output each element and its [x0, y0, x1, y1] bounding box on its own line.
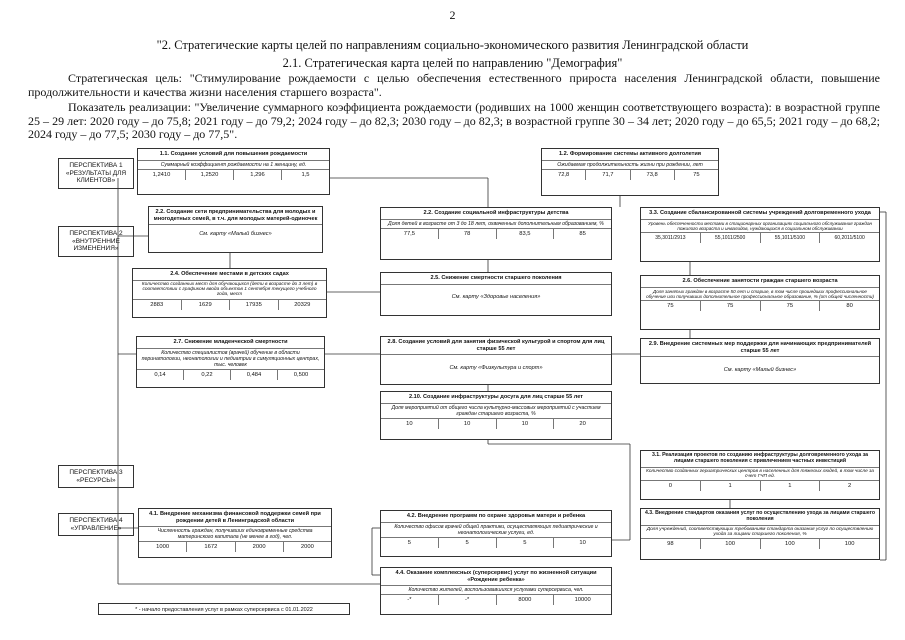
goal-value: 20329	[294, 301, 311, 308]
goal-title: 4.2. Внедрение программ по охране здоровья матери и ребенка	[406, 513, 586, 519]
goal-values	[133, 299, 326, 310]
goal-title: 2.2. Создание сети предпринимательства для молодых и многодетных семей, в т.ч. для молодых матерей-одиночек	[153, 209, 318, 222]
goal-value: 10	[381, 419, 439, 429]
goal-value: 60,2011/5100	[834, 234, 865, 241]
goal-value: 75	[641, 301, 701, 311]
goal-value: 1,2410	[138, 170, 186, 180]
goal-value: 100	[844, 541, 855, 548]
goal-box-2-2-childhood	[380, 207, 612, 260]
goal-value: 0,14	[137, 370, 184, 380]
perspective-2-label: ПЕРСПЕКТИВА 2 «ВНУТРЕННИЕ ИЗМЕНЕНИЯ»	[58, 226, 134, 257]
goal-values	[138, 169, 329, 180]
goal-value: 72,8	[542, 170, 586, 180]
goal-box-4-1	[138, 508, 332, 558]
goal-values	[381, 418, 611, 429]
goal-value: 1,2520	[186, 170, 234, 180]
goal-title: 4.3. Внедрение стандартов оказания услуг по осуществлению ухода за лицами старшего поколения	[644, 510, 876, 522]
goal-title: 4.1. Внедрение механизма финансовой поддержки семей при рождении детей в Ленинградской области	[149, 511, 321, 524]
goal-box-4-3	[640, 508, 880, 560]
goal-box-2-5	[380, 272, 612, 316]
goal-indicator: Количество жителей, воспользовавшихся услугами суперсервиса, чел.	[381, 585, 611, 594]
goal-value: 5	[439, 538, 497, 548]
goal-title: 2.7. Снижение младенческой смертности	[173, 339, 288, 345]
goal-values	[641, 538, 879, 549]
goal-value: 1000	[139, 542, 187, 552]
goal-value: 2	[848, 483, 852, 490]
goal-title: 3.3. Создание сбалансированной системы учреждений долговременного ухода	[649, 210, 871, 216]
goal-value: 75	[761, 301, 821, 311]
section-heading: "2. Стратегические карты целей по направлениям социально-экономического развития Ленинградской области	[156, 38, 749, 52]
goal-title: 2.5. Снижение смертности старшего поколения	[430, 275, 562, 281]
goal-indicator: Доля детей в возрасте от 3 до 18 лет, охваченных дополнительным образованием, %	[381, 219, 611, 228]
goal-value: 2883	[133, 300, 182, 310]
goal-value: 1	[701, 481, 761, 491]
goal-indicator: Численность граждан, получивших единовременные средства материнского капитала (не менее в год), чел.	[139, 526, 331, 541]
goal-value: -*	[381, 595, 439, 605]
goal-indicator: Количество созданных гериатрических центров в населенных для тяжелых людей, в том числе за счет ГЧП ед.	[641, 467, 879, 481]
goal-value: 2000	[300, 544, 314, 550]
goal-value: 1,296	[234, 170, 282, 180]
goal-value: -*	[439, 595, 497, 605]
goal-indicator: Количество специалистов (врачей) обучение в области перинатологии, неонатологии и педиатрии в симуляционных центрах, тыс. человек	[137, 348, 324, 369]
goal-box-3-3	[640, 207, 880, 262]
goal-value: 35,3011/2913	[641, 233, 701, 243]
goal-indicator: Суммарный коэффициент рождаемости на 1 женщину, ед.	[138, 160, 329, 169]
goal-title: 2.6. Обеспечение занятости граждан старшего возраста	[682, 278, 838, 284]
goal-value: 71,7	[586, 170, 630, 180]
goal-value: 20	[579, 420, 586, 427]
goal-value: 10	[497, 419, 555, 429]
indicator-text: Показатель реализации: "Увеличение суммарного коэффициента рождаемости (родивших на 1000 женщин соответствующего возраста): в возрастной группе 25 – 29 лет: 2020 году – до 75,8; 2021 году – до 79,2; 2024 году – до 82,3; 2030 году – до 82,3; в возрастной группе 30 – 34 лет; 2020 году – до 65,5; 2021 году – до 68,2; 2024 году – до 77,5; 2030 году – до 77,5".	[28, 100, 880, 141]
goal-indicator: Доля мероприятий от общего числа культурно-массовых мероприятий с участием граждан старшего возраста, %	[381, 403, 611, 418]
goal-value: 100	[761, 539, 821, 549]
goal-value: 75	[701, 301, 761, 311]
goal-values	[381, 537, 611, 548]
map-subheading: 2.1. Стратегическая карта целей по направлению "Демография"	[282, 56, 623, 70]
goal-values	[139, 541, 331, 552]
goal-box-2-4	[132, 268, 327, 318]
goal-value: 10	[579, 539, 586, 546]
goal-indicator: Доля учреждений, соответствующих требованиям стандарта оказания услуг по осуществлению ухода за лицами старшего поколения, %	[641, 525, 879, 539]
goal-value: 85	[579, 230, 586, 237]
goal-see-reference: См. карту «Здоровье населения»	[381, 284, 611, 309]
page-number: 2	[449, 8, 456, 22]
goal-value: 10000	[574, 597, 591, 603]
goal-value: 55,1011/2500	[701, 233, 761, 243]
goal-values	[641, 232, 879, 243]
goal-value: 55,1011/5100	[761, 233, 821, 243]
goal-value: 5	[381, 538, 439, 548]
footnote: * - начало предоставления услуг в рамках суперсервиса с 01.01.2022	[98, 603, 350, 615]
goal-indicator: Ожидаемая продолжительность жизни при рождении, лет	[542, 160, 718, 169]
goal-value: 5	[497, 538, 555, 548]
goal-box-1-1	[137, 148, 330, 195]
goal-value: 8000	[497, 595, 555, 605]
goal-value: 17935	[230, 300, 279, 310]
goal-value: 73,8	[631, 170, 675, 180]
goal-values	[641, 480, 879, 491]
goal-value: 78	[439, 229, 497, 239]
goal-see-reference: См. карту «Малый бизнес»	[641, 356, 879, 383]
perspective-3-label: ПЕРСПЕКТИВА 3 «РЕСУРСЫ»	[58, 465, 134, 488]
goal-title: 2.8. Создание условий для занятия физической культурой и спортом для лиц старше 55 лет	[387, 339, 605, 352]
goal-values	[641, 300, 879, 311]
goal-value: 77,5	[381, 229, 439, 239]
goal-value: 83,5	[497, 229, 555, 239]
goal-value: 0	[641, 481, 701, 491]
goal-value: 1672	[187, 542, 235, 552]
goal-box-3-1	[640, 450, 880, 500]
goal-box-2-6	[640, 275, 880, 330]
goal-title: 2.4. Обеспечение местами в детских садах	[170, 271, 289, 277]
goal-value: 98	[641, 539, 701, 549]
goal-indicator: Доля занятых граждан в возрасте 50 лет и старше, в том числе прошедших профессиональное обучение или получивших дополнительное профессиональное образование, % (от общей численности)	[641, 287, 879, 300]
goal-box-2-10	[380, 391, 612, 440]
goal-box-2-8	[380, 336, 612, 385]
goal-title: 2.9. Внедрение системных мер поддержки для начинающих предпринимателей старше 55 лет	[648, 341, 872, 354]
goal-box-2-7	[136, 336, 325, 388]
goal-box-4-2	[380, 510, 612, 557]
strategic-goal-text: Стратегическая цель: "Стимулирование рождаемости с целью обеспечения естественного прироста населения Ленинградской области, повышение продолжительности и качества жизни населения старшего возраста".	[28, 71, 880, 99]
goal-indicator: Уровень обеспеченности местами в стационарных организациях социального обслуживания граждан пожилого возраста и инвалидов, нуждающихся в социальном обслуживании	[641, 219, 879, 232]
goal-values	[542, 169, 718, 180]
perspective-4-label: ПЕРСПЕКТИВА 4 «УПРАВЛЕНИЕ»	[58, 513, 134, 536]
goal-title: 4.4. Оказание комплексных (суперсервис) услуг по жизненной ситуации «Рождение ребенка»	[395, 570, 597, 583]
goal-value: 75	[693, 171, 700, 178]
goal-value: 1629	[182, 300, 231, 310]
goal-title: 3.1. Реализация проектов по созданию инфраструктуры долговременного ухода за лицами старшего поколения с привлечением частных инвестиций	[651, 452, 868, 464]
goal-value: 1	[761, 481, 821, 491]
goal-values	[137, 369, 324, 380]
goal-value: 2000	[236, 542, 284, 552]
goal-value: 0,22	[184, 370, 231, 380]
goal-indicator: Количество созданных мест для обучающихся (дети в возрасте до 3 лет) в соответствии с графиком ввода объектов 1 сентября текущего учебного года, мест	[133, 280, 326, 299]
goal-value: 100	[701, 539, 761, 549]
goal-values	[381, 594, 611, 605]
goal-value: 0,484	[231, 370, 278, 380]
goal-indicator: Количество офисов врачей общей практики, осуществляющих педиатрические и неонатологические услуги, ед.	[381, 522, 611, 537]
goal-box-2-9	[640, 338, 880, 384]
goal-value: 1,5	[301, 171, 310, 178]
goal-values	[381, 228, 611, 239]
goal-see-reference: См. карту «Малый бизнес»	[149, 224, 322, 243]
goal-see-reference: См. карту «Физкультура и спорт»	[381, 354, 611, 381]
goal-box-1-2	[541, 148, 719, 196]
goal-title: 2.2. Создание социальной инфраструктуры детства	[423, 210, 569, 216]
goal-value: 0,500	[293, 371, 309, 378]
goal-value: 10	[439, 419, 497, 429]
goal-title: 1.1. Создание условий для повышения рождаемости	[159, 151, 308, 157]
goal-title: 1.2. Формирование системы активного долголетия	[558, 151, 702, 157]
goal-box-2-2-business	[148, 206, 323, 253]
goal-title: 2.10. Создание инфраструктуры досуга для лиц старше 55 лет	[408, 394, 584, 400]
goal-value: 80	[846, 302, 853, 309]
perspective-1-label: ПЕРСПЕКТИВА 1 «РЕЗУЛЬТАТЫ ДЛЯ КЛИЕНТОВ»	[58, 158, 134, 189]
goal-box-4-4	[380, 567, 612, 615]
